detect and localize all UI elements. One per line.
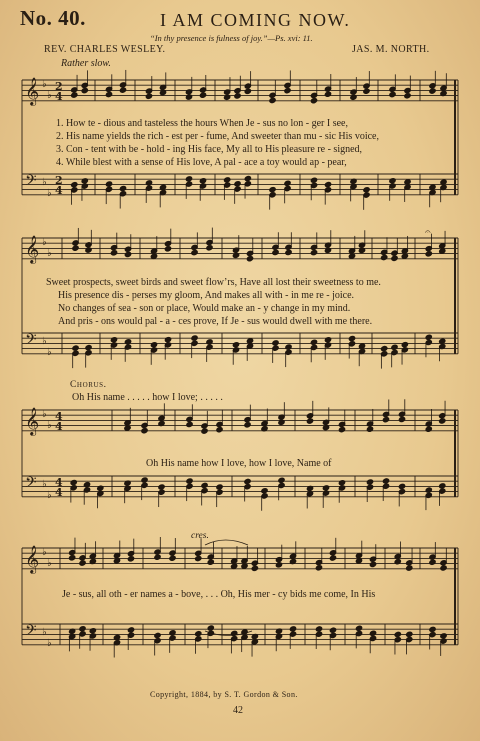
flat-sign: ♭ [42, 79, 47, 90]
note-head [315, 626, 322, 632]
note-head [284, 88, 291, 94]
time-signature-top: 4 [55, 476, 63, 489]
note-head [81, 87, 88, 93]
flat-sign: ♭ [42, 237, 47, 248]
note-head [440, 633, 447, 639]
hymn-number: No. 40. [20, 6, 86, 30]
flat-sign: ♭ [42, 336, 47, 347]
flat-sign: ♭ [42, 479, 47, 490]
note-head [207, 559, 214, 565]
note-head [369, 561, 376, 567]
tempo-marking: Rather slow. [61, 58, 111, 69]
composer-credit: JAS. M. NORTH. [352, 44, 430, 55]
note-head [71, 92, 78, 98]
note-head [145, 180, 152, 186]
note-head [234, 93, 241, 99]
treble-clef: 𝄞 [25, 235, 40, 263]
flat-sign: ♭ [47, 188, 52, 199]
note-head [348, 335, 355, 341]
note-head [269, 97, 276, 103]
note-head [363, 187, 370, 193]
note-head [234, 181, 241, 187]
flat-sign: ♭ [42, 547, 47, 558]
note-head [105, 181, 112, 187]
treble-clef: 𝄞 [25, 545, 40, 573]
note-head [289, 626, 296, 632]
verse-line-1: 1. How te - dious and tasteless the hours When Je - sus no lon - ger I see, [56, 118, 348, 129]
note-head [105, 91, 112, 97]
note-head [425, 426, 432, 432]
verse-line-7: No changes of sea - son or place, Would make an - y change in my mind. [58, 303, 351, 314]
hymn-title: I AM COMING NOW. [160, 10, 351, 30]
note-head [79, 626, 86, 632]
note-head [224, 94, 231, 100]
note-head [207, 625, 214, 631]
note-head [391, 255, 398, 261]
note-head [440, 565, 447, 571]
note-head [369, 630, 376, 636]
note-head [185, 94, 192, 100]
note-head [195, 555, 202, 561]
note-head [285, 249, 292, 255]
verse-line-8: And pris - ons would pal - a - ces prove, If Je - sus would dwell with me there. [58, 316, 373, 327]
note-head [150, 342, 157, 348]
time-signature-bottom: 4 [55, 90, 63, 103]
treble-clef: 𝄞 [25, 407, 40, 435]
flat-sign: ♭ [47, 558, 52, 569]
system4-lyric: Je - sus, all oth - er names a - bove, . . . Oh, His mer - cy bids me come, In His [62, 589, 376, 600]
note-head [119, 87, 126, 93]
time-signature-top: 2 [55, 174, 63, 187]
note-head [244, 176, 251, 182]
note-head [382, 417, 389, 423]
fermata-symbol: 𝄐 [425, 227, 431, 238]
note-head [199, 178, 206, 184]
flat-sign: ♭ [47, 90, 52, 101]
flat-sign: ♭ [47, 420, 52, 431]
note-head [110, 337, 117, 343]
note-head [83, 482, 90, 488]
treble-clef: 𝄞 [25, 77, 40, 105]
author-credit: REV. CHARLES WESLEY. [44, 44, 166, 55]
note-head [306, 418, 313, 424]
note-head [439, 418, 446, 424]
note-head [191, 335, 198, 341]
note-head [201, 428, 208, 434]
page-number: 42 [233, 705, 243, 716]
note-head [244, 422, 251, 428]
note-head [366, 479, 373, 485]
scripture-reference: “In thy presence is fulness of joy.”—Ps. xvi: 11. [150, 33, 313, 43]
time-signature-bottom: 4 [55, 486, 63, 499]
note-head [164, 246, 171, 252]
note-head [439, 483, 446, 489]
copyright-notice: Copyright, 1884, by S. T. Gordon & Son. [150, 690, 298, 699]
note-head [315, 565, 322, 571]
note-head [355, 625, 362, 631]
time-signature-top: 2 [55, 80, 63, 93]
flat-sign: ♭ [47, 347, 52, 358]
note-head [85, 247, 92, 253]
note-head [145, 93, 152, 99]
note-head [79, 560, 86, 566]
bass-clef: 𝄢 [25, 622, 37, 643]
note-head [366, 426, 373, 432]
note-head [398, 416, 405, 422]
note-head [199, 92, 206, 98]
note-head [231, 630, 238, 636]
note-head [244, 88, 251, 94]
note-head [141, 428, 148, 434]
note-head [429, 88, 436, 94]
note-head [329, 555, 336, 561]
note-head [186, 421, 193, 427]
note-head [394, 631, 401, 637]
note-head [185, 176, 192, 182]
note-head [206, 245, 213, 251]
note-head [206, 339, 213, 345]
crescendo-marking: cres. [191, 531, 209, 541]
note-head [89, 628, 96, 634]
note-head [275, 562, 282, 568]
note-head [382, 478, 389, 484]
note-head [164, 337, 171, 343]
note-head [310, 339, 317, 345]
verse-line-4: 4. While blest with a sense of His love, A pal - ace a toy would ap - pear, [56, 157, 347, 168]
note-head [169, 630, 176, 636]
note-head [269, 187, 276, 193]
verse-line-5: Sweet prospects, sweet birds and sweet flow’rs, Have all lost their sweetness to me. [46, 277, 381, 288]
note-head [195, 631, 202, 637]
note-head [158, 484, 165, 490]
flat-sign: ♭ [47, 248, 52, 259]
time-signature-bottom: 4 [55, 184, 63, 197]
bass-clef: 𝄢 [25, 474, 37, 495]
note-head [85, 345, 92, 351]
note-head [71, 182, 78, 188]
chorus-lower-lyric: Oh His name how I love, how I love, Name of [146, 458, 332, 469]
verse-line-3: 3. Con - tent with be - hold - ing His face, My all to His pleasure re - signed, [56, 144, 363, 155]
note-head [69, 555, 76, 561]
note-head [119, 185, 126, 191]
chorus-upper-lyric: Oh His name . . . . . how I love; . . . . . [72, 392, 223, 403]
note-head [261, 488, 268, 494]
note-head [363, 88, 370, 94]
note-head [429, 626, 436, 632]
note-head [310, 250, 317, 256]
note-head [381, 346, 388, 352]
note-head [141, 477, 148, 483]
verse-line-6: His presence dis - perses my gloom, And makes all with - in me re - joice. [58, 290, 355, 301]
note-head [310, 177, 317, 183]
note-head [285, 344, 292, 350]
slur-mark [205, 540, 248, 545]
time-signature-top: 4 [55, 410, 63, 423]
note-head [310, 98, 317, 104]
note-head [391, 344, 398, 350]
note-head [186, 478, 193, 484]
note-head [401, 342, 408, 348]
bass-clef: 𝄢 [25, 331, 37, 352]
flat-sign: ♭ [47, 490, 52, 501]
note-head [406, 565, 413, 571]
note-head [272, 249, 279, 255]
note-head [324, 337, 331, 343]
note-head [425, 334, 432, 340]
note-head [224, 177, 231, 183]
note-head [350, 94, 357, 100]
note-head [127, 627, 134, 633]
note-head [425, 487, 432, 493]
note-head [216, 484, 223, 490]
flat-sign: ♭ [42, 409, 47, 420]
flat-sign: ♭ [42, 627, 47, 638]
note-head [127, 556, 134, 562]
note-head [70, 479, 77, 485]
note-head [72, 345, 79, 351]
note-head [201, 482, 208, 488]
flat-sign: ♭ [42, 177, 47, 188]
note-head [272, 340, 279, 346]
note-head [389, 178, 396, 184]
note-head [154, 632, 161, 638]
note-head [338, 427, 345, 433]
note-head [404, 93, 411, 99]
note-head [216, 427, 223, 433]
note-head [322, 485, 329, 491]
note-head [154, 554, 161, 560]
note-head [284, 180, 291, 186]
chorus-label: Chorus. [70, 380, 107, 390]
time-signature-bottom: 4 [55, 420, 63, 433]
note-head [191, 250, 198, 256]
note-head [429, 559, 436, 565]
note-head [244, 478, 251, 484]
bass-clef: 𝄢 [25, 172, 37, 193]
note-head [425, 251, 432, 257]
note-head [124, 339, 131, 345]
note-head [72, 245, 79, 251]
verse-line-2: 2. His name yields the rich - est per - fume, And sweeter than mu - sic His voice, [56, 131, 379, 142]
note-head [278, 477, 285, 483]
note-head [329, 627, 336, 633]
note-head [169, 555, 176, 561]
note-head [110, 250, 117, 256]
note-head [124, 251, 131, 257]
note-head [232, 342, 239, 348]
note-head [381, 254, 388, 260]
note-head [406, 631, 413, 637]
note-head [246, 256, 253, 262]
note-head [398, 483, 405, 489]
note-head [389, 91, 396, 97]
note-head [251, 565, 258, 571]
note-head [324, 91, 331, 97]
flat-sign: ♭ [47, 638, 52, 649]
note-head [338, 480, 345, 486]
note-head [324, 182, 331, 188]
